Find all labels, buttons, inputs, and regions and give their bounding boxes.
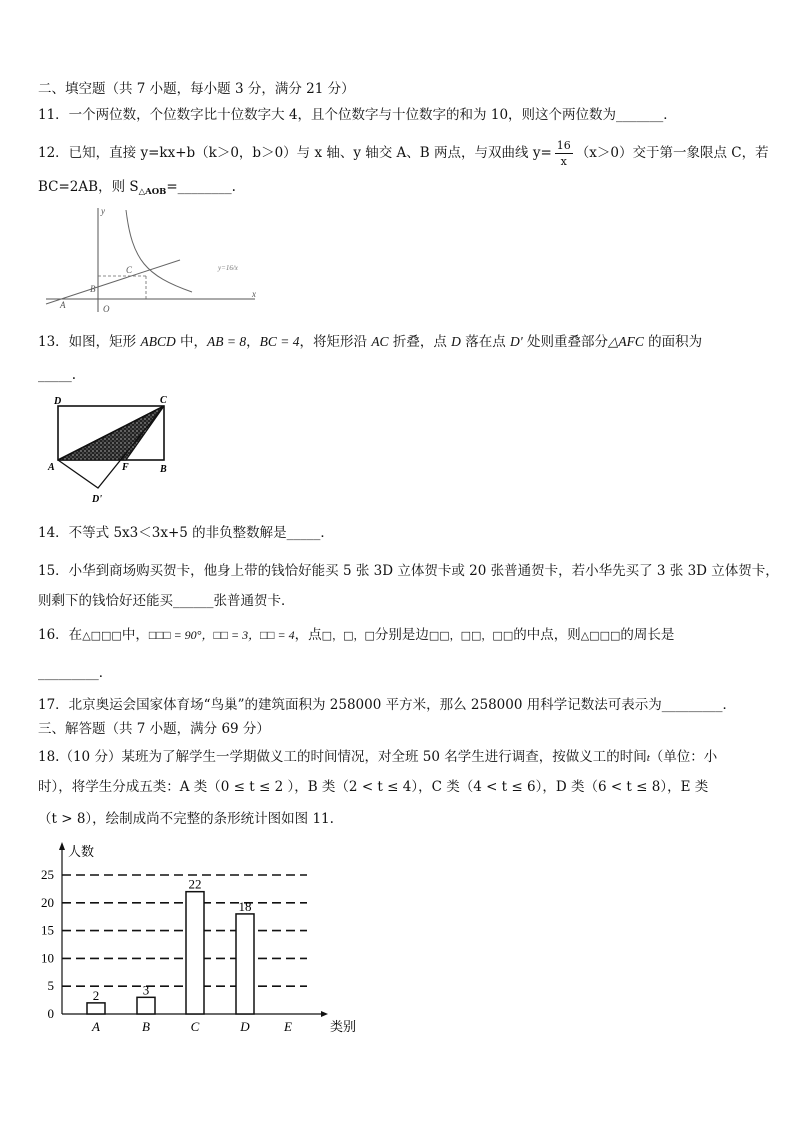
q13-separator: ，	[246, 334, 260, 350]
chart-data-label-D: 18	[238, 898, 252, 914]
q13-text-6: 处则重叠部分	[522, 334, 608, 350]
chart-bar-A	[87, 1003, 105, 1014]
question-18-line-2: 时），将学生分成五类：A 类（0 ≤ t ≤ 2 ），B 类（2 < t ≤ 4），C 类（4 < t ≤ 6），D 类（6 < t ≤ 8），E 类	[38, 779, 709, 795]
question-13-line-2: _____.	[38, 367, 77, 383]
question-18-line-1	[38, 748, 717, 767]
q12-point-c: C	[126, 265, 133, 275]
q12-curve-label: y=16/x	[218, 264, 238, 272]
q13-label-b: B	[160, 464, 167, 475]
q12-line-2b: =________.	[166, 179, 236, 195]
chart-x-tick-label-A: A	[92, 1019, 100, 1034]
q12-fraction-numerator: 16	[556, 139, 571, 152]
q13-label-dprime: D'	[92, 494, 102, 505]
q12-fraction	[555, 138, 573, 169]
question-16-line-2: _________．	[38, 665, 113, 681]
question-12-line-2	[38, 178, 236, 201]
chart-y-tick-label-0: 0	[47, 1006, 54, 1021]
q13-ab-equals: AB = 8	[207, 334, 247, 349]
q13-afc: △AFC	[607, 334, 644, 349]
chart-x-tick-label-D: D	[240, 1019, 250, 1034]
question-16-line-1	[38, 626, 674, 645]
q18-line-1b: （单位：小	[649, 749, 718, 765]
question-11: 11．一个两位数，个位数字比十位数字大 4，且个位数字与十位数字的和为 10，则这个两位数为_______．	[38, 107, 677, 123]
chart-x-tick-label-C: C	[190, 1019, 200, 1034]
chart-y-axis-arrow	[59, 842, 65, 850]
chart-y-tick-label-10: 10	[41, 950, 54, 966]
chart-y-tick-label-5: 5	[47, 978, 54, 994]
q12-point-b: B	[90, 284, 96, 294]
q12-point-a: A	[60, 300, 66, 310]
chart-y-tick-label-20: 20	[41, 894, 54, 910]
q16-text-2: 中，	[121, 627, 149, 643]
chart-bar-B	[137, 997, 155, 1014]
section-3-title: 三、解答题（共 7 小题，满分 69 分）	[38, 721, 270, 737]
chart-bar-D	[236, 914, 254, 1014]
q12-origin-label: O	[103, 304, 110, 314]
q12-hyperbola	[126, 210, 192, 292]
q12-x-axis-label: x	[252, 289, 256, 299]
q12-text-part-1: 12．已知，直接 y=kx+b（k＞0，b＞0）与 x 轴、y 轴交 A、B 两点，与双曲线 y=	[38, 145, 552, 161]
q12-fraction-denominator: x	[560, 155, 567, 168]
q16-triangle-2: △□□□	[580, 629, 621, 642]
q16-points: □，□，□	[321, 629, 375, 642]
q13-label-a: A	[48, 462, 55, 473]
section-2-title: 二、填空题（共 7 小题，每小题 3 分，满分 21 分）	[38, 81, 355, 97]
chart-data-label-B: 3	[142, 982, 150, 998]
question-12-line-1	[38, 138, 769, 169]
q16-text-3: ，点	[294, 627, 322, 643]
q16-triangle-1: △□□□	[82, 629, 122, 642]
q16-sides: □□，□□，□□	[428, 629, 514, 642]
q13-text-3: ，将矩形沿	[299, 334, 372, 350]
q13-label-f: F	[122, 462, 129, 473]
chart-x-tick-label-B: B	[142, 1019, 150, 1034]
q13-label-c: C	[160, 395, 167, 406]
q12-text-part-2: （x＞0）交于第一象限点 C，若	[575, 145, 769, 161]
q16-text-1: 16．在	[38, 627, 83, 643]
q12-line-2a: BC=2AB，则 S	[38, 179, 139, 195]
q12-subscript: △AOB	[138, 187, 167, 197]
q13-text-5: 落在点	[460, 334, 511, 350]
q12-figure	[40, 200, 280, 320]
q13-text-2: 中，	[175, 334, 208, 350]
question-13-line-1	[38, 333, 702, 351]
q13-text-7: 的面积为	[643, 334, 703, 350]
chart-x-tick-label-E: E	[284, 1019, 292, 1034]
chart-y-tick-label-25: 25	[41, 867, 54, 882]
question-17: 17．北京奥运会国家体育场“鸟巢”的建筑面积为 258000 平方米，那么 258000 用科学记数法可表示为_________．	[38, 697, 736, 713]
q13-text-4: 折叠，点	[388, 334, 452, 350]
q16-condition: □□□ = 90°，□□ = 3，□□ = 4	[148, 628, 295, 642]
chart-bar-C	[186, 892, 204, 1014]
q13-ac: AC	[371, 334, 389, 349]
chart-data-label-C: 22	[188, 876, 202, 892]
bar-chart	[30, 838, 370, 1038]
chart-x-axis-arrow	[321, 1011, 328, 1017]
q13-d: D	[451, 334, 461, 349]
q12-y-axis-label: y	[101, 206, 105, 216]
q12-line-ab	[46, 260, 180, 304]
question-15-line-1: 15．小华到商场购买贺卡，他身上带的钱恰好能买 5 张 3D 立体贺卡或 20 张普通贺卡，若小华先买了 3 张 3D 立体贺卡，	[38, 563, 779, 579]
q16-text-5: 的中点，则	[513, 627, 581, 643]
q16-text-4: 分别是边	[374, 627, 429, 643]
q13-figure	[40, 390, 190, 510]
q13-text-1: 13．如图，矩形	[38, 334, 141, 350]
q16-text-6: 的周长是	[620, 627, 675, 643]
q13-label-d: D	[54, 396, 62, 407]
chart-y-axis-label: 人数	[68, 844, 95, 859]
chart-data-label-A: 2	[92, 987, 100, 1003]
chart-x-axis-label: 类别	[330, 1019, 357, 1034]
question-14: 14．不等式 5x3＜3x+5 的非负整数解是_____．	[38, 525, 334, 541]
q13-dprime: D'	[510, 334, 523, 349]
q18-line-1a: 18.（10 分）某班为了解学生一学期做义工的时间情况，对全班 50 名学生进行调查，按做义工的时间	[38, 749, 647, 765]
q13-bc-equals: BC = 4	[259, 334, 300, 349]
question-18-line-3: （t > 8），绘制成尚不完整的条形统计图如图 11.	[38, 811, 334, 827]
question-15-line-2: 则剩下的钱恰好还能买______张普通贺卡．	[38, 593, 295, 609]
chart-y-tick-label-15: 15	[41, 922, 54, 938]
q18-t: t	[646, 752, 650, 764]
q13-abcd: ABCD	[140, 334, 176, 349]
